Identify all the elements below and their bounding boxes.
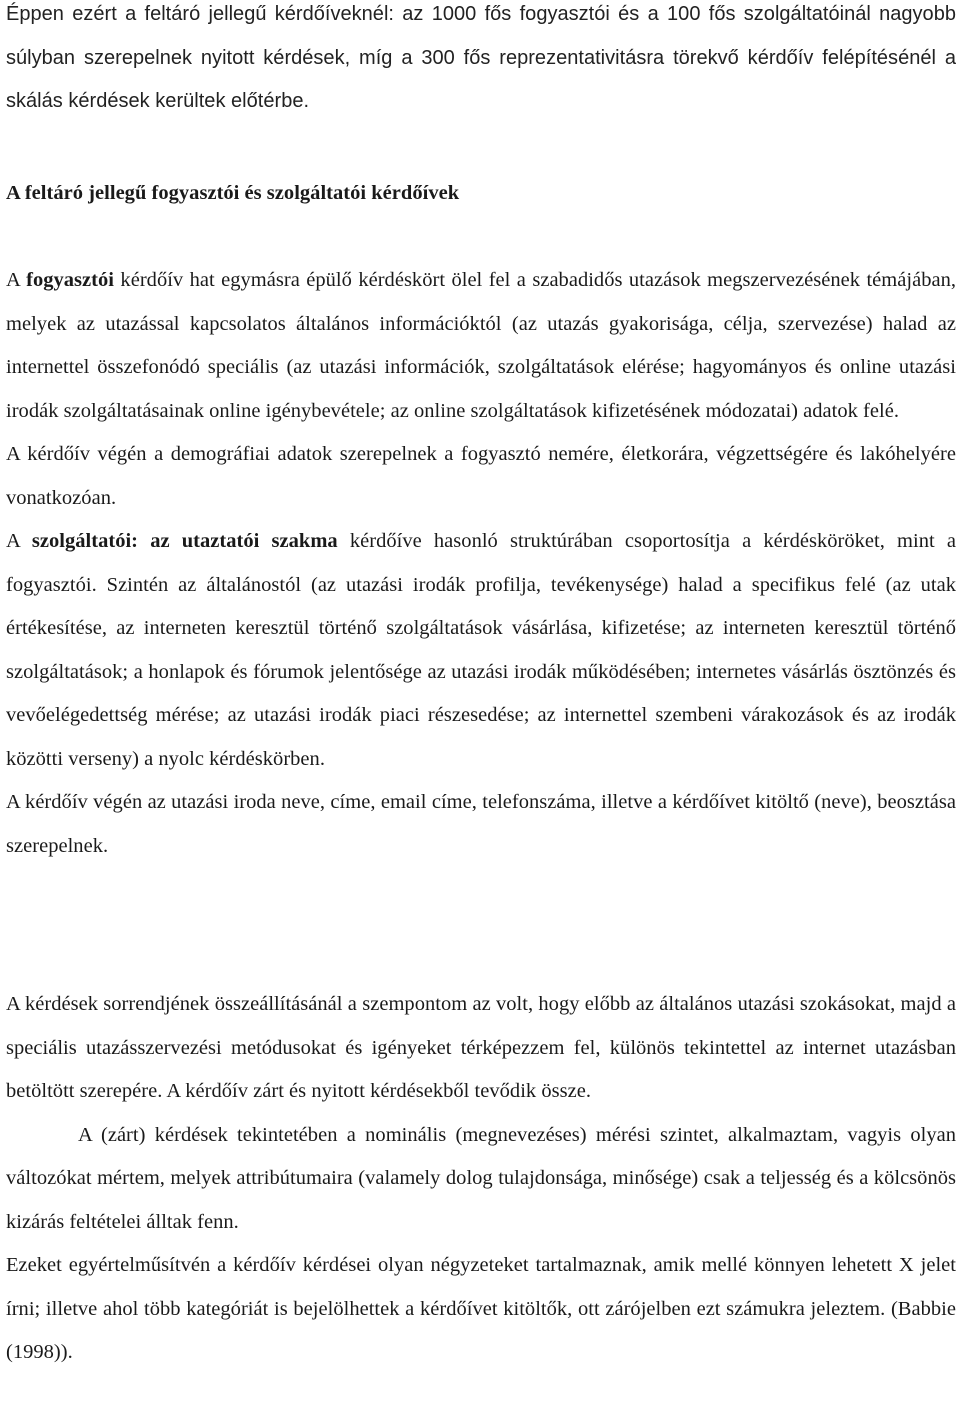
provider-rest: kérdőíve hasonló struktúrában csoportosítja a kérdésköröket, mint a fogyasztói. Szintén az általánostól (az utazási irodák profilja, tevékenysége) halad a specifikus felé (az utak értékesítése, az interneten keresztül történő szolgáltatások vásárlása, kifizetése; az interneten keresztül történő szolgáltatások; a honlapok és fórumok jelentősége az utazási irodák működésében; internetes vásárlás ösztönzés és vevőelégedettség mérése; az utazási irodák piaci részesedése; az internettel szembeni várakozások és az irodák közötti verseny) a nyolc kérdéskörben. <box>6 530 956 770</box>
boxes-paragraph: Ezeket egyértelműsítvén a kérdőív kérdései olyan négyzeteket tartalmaznak, amik mellé könnyen lehetett X jelet írni; illetve ahol több kategóriát is bejelölhettek a kérdőívet kitöltők, ott zárójelben ezt számukra jeleztem. (Babbie (1998)). <box>6 1254 956 1363</box>
section-body <box>6 259 956 868</box>
provider-contact-paragraph: A kérdőív végén az utazási iroda neve, címe, email címe, telefonszáma, illetve a kérdőívet kitöltő (neve), beosztása szerepelnek. <box>6 791 956 857</box>
consumer-lead: A <box>6 269 27 291</box>
provider-bold-term: szolgáltatói: az utaztatói szakma <box>31 530 338 552</box>
consumer-bold-term: fogyasztói <box>26 269 115 291</box>
method-body <box>6 983 956 1375</box>
consumer-rest: kérdőív hat egymásra épülő kérdéskört ölel fel a szabadidős utazások megszervezésének témájában, melyek az utazással kapcsolatos általános információktól (az utazás gyakorisága, célja, szervezése) halad az internettel összefonódó speciális (az utazási információk, szolgáltatások elérése; hagyományos és online utazási irodák szolgáltatásainak online igénybevétele; az online szolgáltatások kifizetésének módozatai) adatok felé. <box>6 269 956 422</box>
consumer-demographics-paragraph: A kérdőív végén a demográfiai adatok szerepelnek a fogyasztó nemére, életkorára, végzettségére és lakóhelyére vonatkozóan. <box>6 443 956 509</box>
intro-paragraph: Éppen ezért a feltáró jellegű kérdőíveknél: az 1000 fős fogyasztói és a 100 fős szolgáltatóinál nagyobb súlyban szerepelnek nyitott kérdések, míg a 300 fős reprezentativitásra törekvő kérdőív felépítésénél a skálás kérdések kerültek előtérbe. <box>6 3 956 112</box>
order-paragraph: A kérdések sorrendjének összeállításánál a szempontom az volt, hogy előbb az általános utazási szokásokat, majd a speciális utazásszervezési metódusokat és igényeket térképezzem fel, különös tekintettel az internet utazásban betöltött szerepére. A kérdőív zárt és nyitott kérdésekből tevődik össze. <box>6 993 956 1102</box>
provider-paragraph <box>6 520 956 781</box>
section-heading: A feltáró jellegű fogyasztói és szolgáltatói kérdőívek <box>6 182 460 204</box>
closed-questions-paragraph: A (zárt) kérdések tekintetében a nominális (megnevezéses) mérési szintet, alkalmaztam, vagyis olyan változókat mértem, melyek attribútumaira (valamely dolog tulajdonsága, minősége) csak a teljesség és a kölcsönös kizárás feltételei álltak fenn. <box>6 1123 956 1233</box>
consumer-paragraph <box>6 259 956 433</box>
provider-lead: A <box>6 530 32 552</box>
